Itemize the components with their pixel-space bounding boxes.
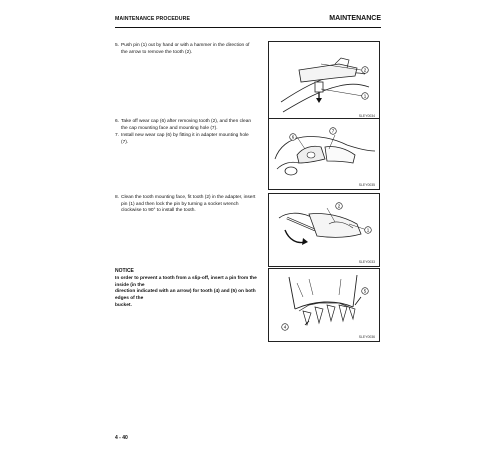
notice-line: bucket. — [115, 302, 132, 308]
figure-code: SLEY0036 — [358, 335, 375, 339]
notice-line: direction indicated with an arrow) for tooth (4) and (5) on both edges of the — [115, 289, 256, 302]
step-line: Take off wear cap (6) after removing tooth (2), and then clean — [121, 119, 252, 124]
step-number: 6. — [115, 119, 120, 124]
step-number: 8. — [115, 195, 120, 200]
page-header — [115, 15, 381, 27]
figure-code: SLEY0035 — [358, 183, 375, 187]
step-line: pin (1) and then lock the pin by turning a socket wrench — [121, 201, 239, 207]
step-line: the arrow to remove the tooth (2). — [121, 49, 193, 55]
notice-text — [115, 276, 267, 310]
figure-code: SLEY0033 — [358, 260, 375, 264]
step-number: 5. — [115, 43, 120, 48]
callout-label: 1 — [363, 93, 367, 99]
callout-circles — [269, 194, 379, 266]
notice-line: In order to prevent a tooth from a slip-off, insert a pin from the inside (in the — [115, 276, 257, 288]
section-title: MAINTENANCE PROCEDURE — [115, 16, 191, 22]
step-6 — [115, 119, 267, 133]
step-8 — [115, 195, 267, 217]
callout-label: 7 — [331, 128, 335, 134]
step-text — [121, 195, 255, 215]
step-line: the cap mounting face and mounting hole (7). — [121, 125, 218, 131]
step-line: Install new wear cap (6) by fitting it in adapter mounting hole — [121, 133, 249, 138]
callout-label: 6 — [291, 134, 295, 140]
step-5 — [115, 43, 265, 57]
header-rule — [115, 27, 381, 28]
figure-bucket-teeth — [268, 268, 380, 342]
step-text — [121, 43, 250, 56]
notice-heading: NOTICE — [115, 268, 134, 274]
callout-label: 5 — [363, 288, 367, 294]
callout-label: 2 — [337, 203, 341, 209]
figure-wear-cap — [268, 118, 380, 190]
callout-label: 1 — [366, 227, 370, 233]
page-number: 4 - 40 — [115, 435, 128, 441]
callout-label: 4 — [283, 324, 287, 330]
step-text — [121, 119, 251, 132]
step-number: 7. — [115, 133, 120, 138]
step-text — [121, 133, 249, 146]
step-7 — [115, 133, 267, 147]
step-line: Clean the tooth mounting face, fit tooth (2) in the adapter, insert — [121, 195, 256, 200]
callout-label: 2 — [363, 67, 367, 73]
step-line: Push pin (1) out by hand or with a hammer in the direction of — [121, 43, 250, 48]
figure-remove-pin — [268, 41, 380, 121]
step-line: (7). — [121, 139, 129, 145]
callout-circles — [269, 119, 379, 189]
callout-circles — [269, 269, 379, 341]
callout-circles — [269, 42, 379, 120]
figure-install-tooth — [268, 193, 380, 267]
step-line: clockwise to 90° to install the tooth. — [121, 208, 196, 214]
figure-code: SLEY0034 — [358, 114, 375, 118]
chapter-title: MAINTENANCE — [329, 15, 381, 22]
